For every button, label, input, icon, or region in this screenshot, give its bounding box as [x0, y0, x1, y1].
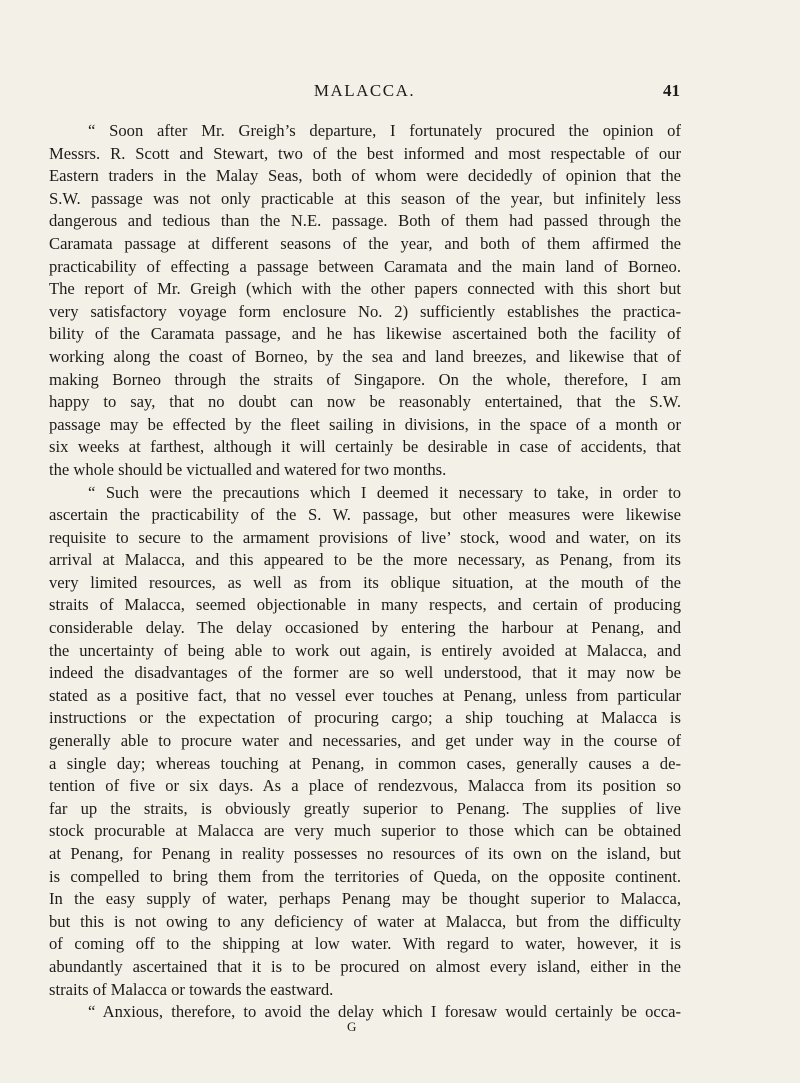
- running-title: MALACCA.: [313, 81, 416, 100]
- text-line: “ Anxious, therefore, to avoid the delay which I foresaw would certainly be occa-: [88, 1002, 681, 1022]
- text-line: Eastern traders in the Malay Seas, both of whom were decidedly of opinion that the: [49, 166, 681, 186]
- text-line: stock procurable at Malacca are very much superior to those which can be obtained: [49, 821, 681, 841]
- text-line: the uncertainty of being able to work out again, is entirely avoided at Malacca, and: [49, 640, 681, 660]
- text-line: six weeks at farthest, although it will certainly be desirable in case of accidents, that: [49, 437, 681, 457]
- text-line: of coming off to the shipping at low water. With regard to water, however, it is: [49, 934, 681, 954]
- text-line: The report of Mr. Greigh (which with the other papers connected with this short but: [49, 279, 681, 299]
- text-line: working along the coast of Borneo, by the sea and land breezes, and likewise that of: [49, 346, 681, 366]
- text-line: is compelled to bring them from the territories of Queda, on the opposite continent.: [49, 866, 681, 886]
- text-line: abundantly ascertained that it is to be procured on almost every island, either in the: [49, 956, 681, 976]
- text-line: practicability of effecting a passage between Caramata and the main land of Borneo.: [49, 256, 681, 276]
- text-line: the whole should be victualled and watered for two months.: [49, 459, 447, 479]
- text-line: far up the straits, is obviously greatly superior to Penang. The supplies of live: [49, 798, 681, 818]
- text-line: instructions or the expectation of procuring cargo; a ship touching at Malacca is: [49, 708, 681, 728]
- text-line: S.W. passage was not only practicable at this season of the year, but infinitely less: [49, 188, 681, 208]
- text-line: Caramata passage at different seasons of the year, and both of them affirmed the: [49, 233, 681, 253]
- text-line: but this is not owing to any deficiency of water at Malacca, but from the difficulty: [49, 911, 681, 931]
- text-line: dangerous and tedious than the N.E. passage. Both of them had passed through the: [49, 211, 681, 231]
- text-line: arrival at Malacca, and this appeared to be the more necessary, as Penang, from its: [49, 550, 681, 570]
- page-number: 41: [663, 81, 680, 100]
- running-head: [49, 81, 680, 103]
- text-line: ascertain the practicability of the S. W. passage, but other measures were likewise: [49, 505, 681, 525]
- text-line: at Penang, for Penang in reality possesses no resources of its own on the island, but: [49, 844, 681, 863]
- text-line: considerable delay. The delay occasioned by entering the harbour at Penang, and: [49, 618, 681, 638]
- text-line: straits of Malacca, seemed objectionable in many respects, and certain of producing: [49, 595, 681, 615]
- body-text: [49, 120, 681, 1024]
- text-line: straits of Malacca or towards the eastward.: [49, 979, 334, 999]
- text-line: passage may be effected by the fleet sailing in divisions, in the space of a month or: [49, 414, 681, 434]
- text-line: indeed the disadvantages of the former are so well understood, that it may now be: [49, 663, 681, 683]
- text-line: bility of the Caramata passage, and he has likewise ascertained both the facility of: [49, 324, 681, 344]
- text-line: very limited resources, as well as from its oblique situation, at the mouth of the: [49, 572, 681, 592]
- text-line: a single day; whereas touching at Penang, in common cases, generally causes a de-: [49, 753, 681, 773]
- text-line: tention of five or six days. As a place of rendezvous, Malacca from its position so: [49, 776, 681, 796]
- text-line: In the easy supply of water, perhaps Penang may be thought superior to Malacca,: [49, 889, 681, 909]
- signature-mark: G: [347, 1019, 358, 1034]
- text-line: very satisfactory voyage form enclosure No. 2) sufficiently establishes the practica-: [49, 301, 681, 321]
- text-line: “ Such were the precautions which I deemed it necessary to take, in order to: [88, 482, 681, 502]
- text-line: happy to say, that no doubt can now be reasonably entertained, that the S.W.: [49, 392, 681, 412]
- text-line: making Borneo through the straits of Singapore. On the whole, therefore, I am: [49, 369, 681, 389]
- text-line: Messrs. R. Scott and Stewart, two of the best informed and most respectable of our: [49, 143, 681, 163]
- text-line: requisite to secure to the armament provisions of live’ stock, wood and water, on its: [49, 527, 681, 547]
- text-line: “ Soon after Mr. Greigh’s departure, I fortunately procured the opinion of: [88, 121, 681, 140]
- text-line: generally able to procure water and necessaries, and get under way in the course of: [49, 731, 681, 751]
- text-line: stated as a positive fact, that no vessel ever touches at Penang, unless from particular: [49, 685, 681, 705]
